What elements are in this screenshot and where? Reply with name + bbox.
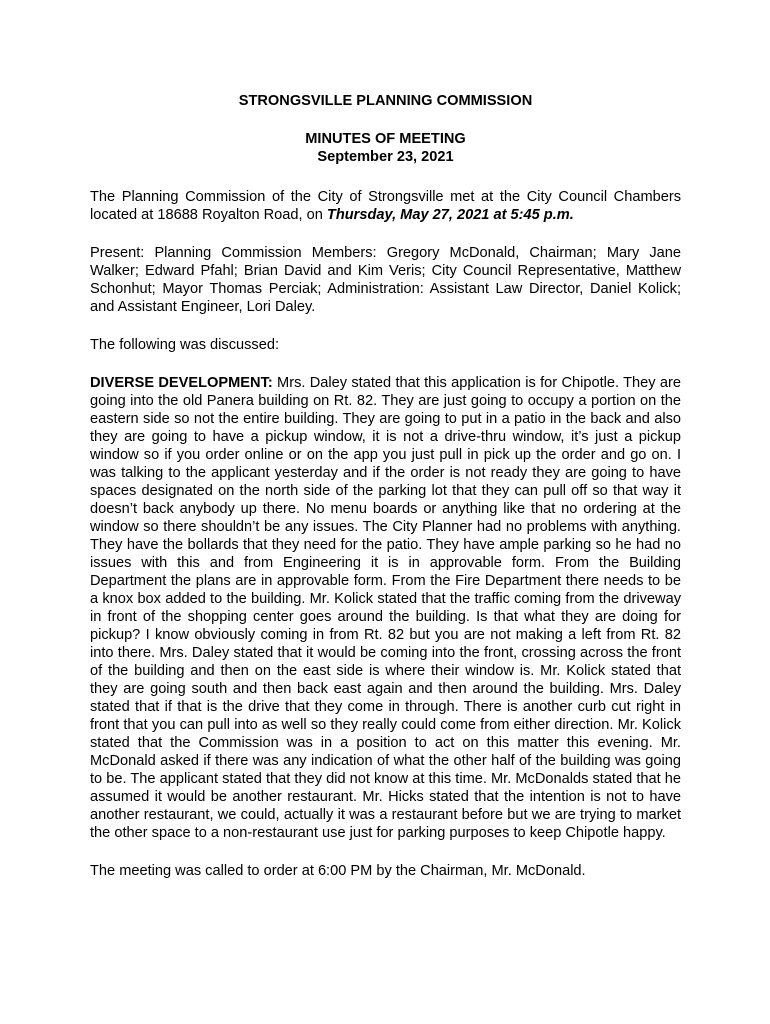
document-subtitle: MINUTES OF MEETING (305, 131, 466, 147)
discussion-heading: DIVERSE DEVELOPMENT: (90, 375, 273, 391)
intro-text: The Planning Commission of the City of Strongsville met at the City Council Chambers located at 18688 Royalton Road, on (90, 189, 681, 223)
closing-paragraph: The meeting was called to order at 6:00 PM by the Chairman, Mr. McDonald. (90, 863, 586, 879)
meeting-date: September 23, 2021 (317, 149, 454, 165)
discussion-text: Mrs. Daley stated that this application is for Chipotle. They are going into the old Panera building on Rt. 82. They are just going to occupy a portion on the eastern side so not the entire building. They are going to put in a patio in the back and also they are going to have a pickup window, it is not a drive-thru window, it’s just a pickup window so if you order online or on the app you just pull in pick up the order and go on. I was talking to the applicant yesterday and if the order is not ready they are going to have spaces designated on the north side of the parking lot that they can pull off so that way it doesn’t back anybody up there. No menu boards or anything like that no ordering at the window so there shouldn’t be any issues. The City Planner had no problems with anything. They have the bollards that they need for the patio. They have ample parking so he had no issues with this and from Engineering it is in approvable form. From the Building Department the plans are in approvable form. From the Fire Department there needs to be a knox box added to the building. Mr. Kolick stated that the traffic coming from the driveway in front of the shopping center goes around the building. Is that what they are doing for pickup? I know obviously coming in from Rt. 82 but you are not making a left from Rt. 82 into there. Mrs. Daley stated that it would be coming into the front, crossing across the front of the building and then on the east side is where their window is. Mr. Kolick stated that they are going south and then back east again and then around the building. Mrs. Daley stated that if that is the drive that they come in through. There is another curb cut right in front that you can pull into as well so they really could come from either direction. Mr. Kolick stated that the Commission was in a position to act on this matter this evening. Mr. McDonald asked if there was any indication of what the other half of the building was going to be. The applicant stated that they did not know at this time. Mr. McDonalds stated that he assumed it would be another restaurant. Mr. Hicks stated that the intention is not to have another restaurant, we could, actually it was a restaurant before but we are trying to market the other space to a non-restaurant use just for parking purposes to keep Chipotle happy. (90, 375, 682, 841)
intro-paragraph (90, 188, 681, 224)
intro-emphasis: Thursday, May 27, 2021 at 5:45 p.m. (326, 207, 574, 223)
document-page (90, 92, 681, 880)
discussed-paragraph: The following was discussed: (90, 337, 279, 353)
discussion-paragraph (90, 374, 681, 842)
document-title: STRONGSVILLE PLANNING COMMISSION (238, 93, 533, 109)
attendance-paragraph: Present: Planning Commission Members: Gregory McDonald, Chairman; Mary Jane Walker; Edward Pfahl; Brian David and Kim Veris; City Council Representative, Matthew Schonhut; Mayor Thomas Perciak; Administration: Assistant Law Director, Daniel Kolick; and Assistant Engineer, Lori Daley. (90, 245, 681, 315)
